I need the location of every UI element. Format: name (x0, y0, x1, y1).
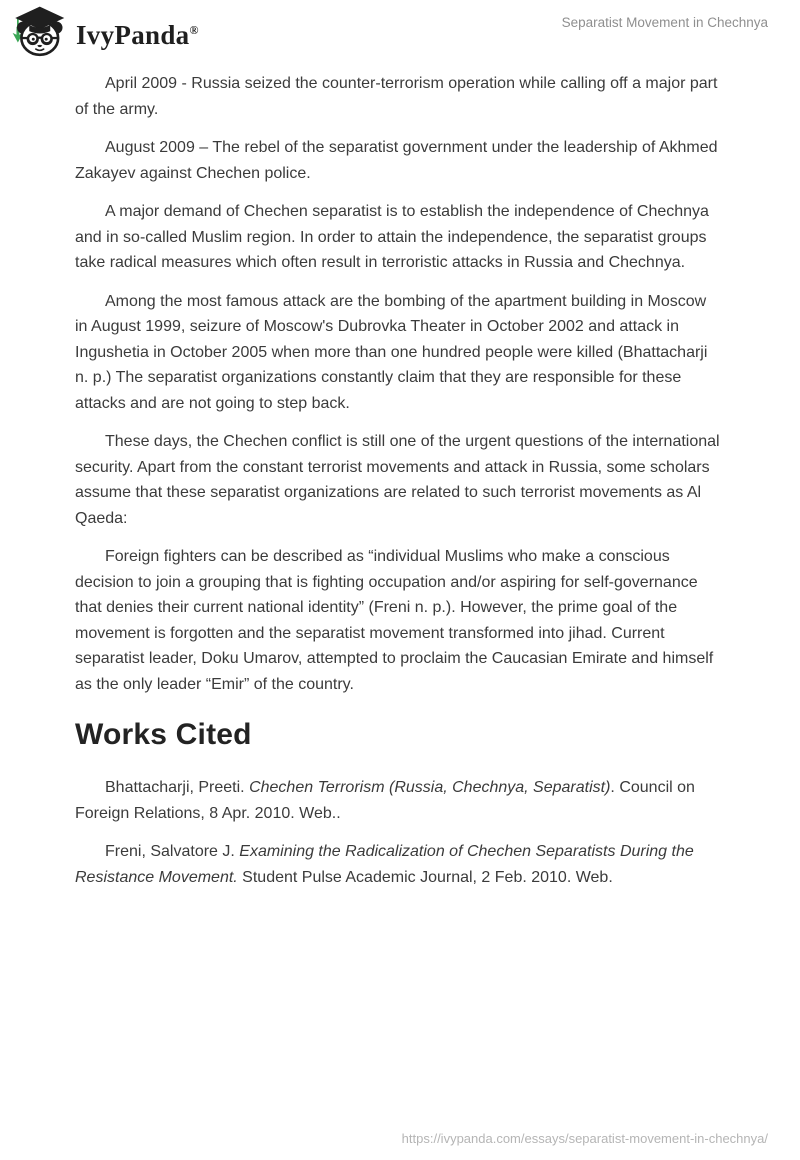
brand-name (76, 16, 199, 49)
citation-source: Student Pulse Academic Journal, 2 Feb. 2010. Web. (237, 868, 613, 886)
essay-paragraph: A major demand of Chechen separatist is to establish the independence of Chechnya and in so-called Muslim region. In order to attain the independence, the separatist groups take radical measures which often result in terroristic attacks in Russia and Chechnya. (75, 203, 709, 271)
brand-name-text: IvyPanda (76, 19, 190, 50)
brand (10, 4, 199, 60)
essay-paragraph: Among the most famous attack are the bombing of the apartment building in Moscow in August 1999, seizure of Moscow's Dubrovka Theater in October 2002 and attack in Ingushetia in October 2005 when more than one hundred people were killed (Bhattacharji n. p.) The separatist organizations constantly claim that they are responsible for these attacks and are not going to step back. (75, 292, 708, 412)
citation-source: . Council on Foreign Relations, 8 Apr. 2010. Web.. (75, 779, 695, 822)
citation-title: Chechen Terrorism (Russia, Chechnya, Separatist) (249, 779, 611, 796)
citation-author: Bhattacharji, Preeti. (105, 779, 250, 796)
citation-author: Freni, Salvatore J. (105, 843, 240, 860)
citation-entry (75, 839, 723, 890)
essay-paragraph: These days, the Chechen conflict is still one of the urgent questions of the international security. Apart from the constant terrorist movements and attack in Russia, some scholars assume that these separatist organizations are related to such terrorist movements as Al Qaeda: (75, 433, 720, 527)
essay-paragraph: Foreign fighters can be described as “individual Muslims who make a conscious decision to join a grouping that is fighting occupation and/or aspiring for self-governance that denies their current national identity” (Freni n. p.). However, the prime goal of the movement is forgotten and the separatist movement transformed into jihad. Current separatist leader, Doku Umarov, attempted to proclaim the Caucasian Emirate and himself as the only leader “Emir” of the country. (75, 548, 714, 693)
essay-body (75, 71, 723, 890)
running-head-title: Separatist Movement in Chechnya (561, 15, 768, 30)
source-url[interactable]: https://ivypanda.com/essays/separatist-movement-in-chechnya/ (401, 1131, 768, 1146)
registered-mark: ® (189, 22, 199, 37)
page-footer (402, 1131, 768, 1146)
works-cited-heading: Works Cited (75, 718, 252, 751)
page-header (0, 0, 800, 58)
ivypanda-logo-icon (10, 4, 66, 60)
citation-title: Examining the Radicalization of Chechen Separatists During the Resistance Movement. (75, 843, 694, 886)
essay-paragraph: August 2009 – The rebel of the separatist government under the leadership of Akhmed Zakayev against Chechen police. (75, 139, 718, 182)
essay-paragraph: April 2009 - Russia seized the counter-terrorism operation while calling off a major part of the army. (75, 75, 718, 118)
citation-entry (75, 775, 723, 826)
